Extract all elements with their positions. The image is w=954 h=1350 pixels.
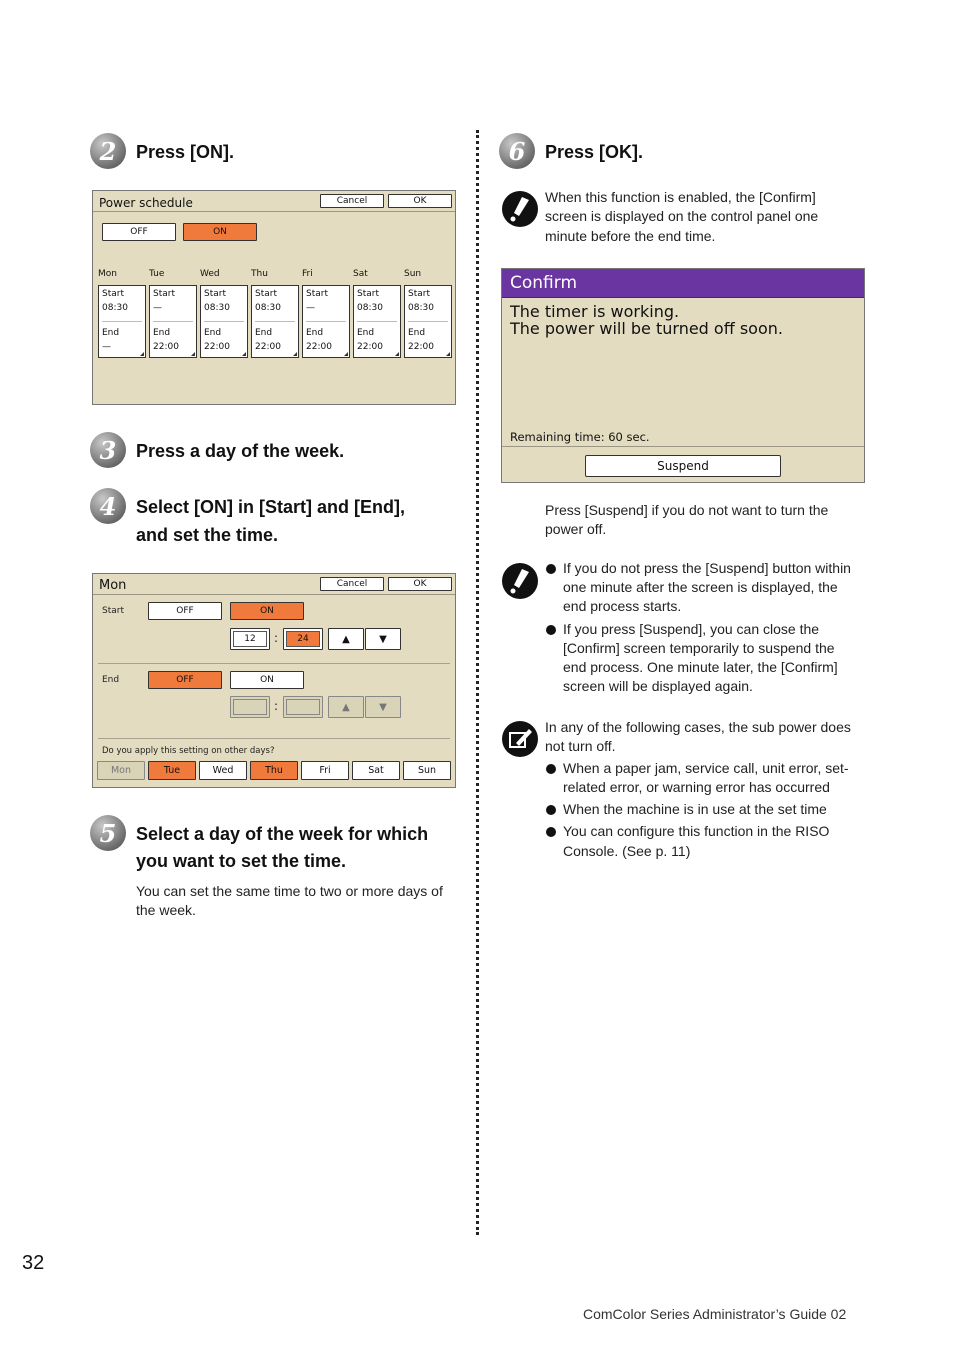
- day-end: 22:00: [153, 342, 179, 352]
- apply-day-tue-button[interactable]: Tue: [148, 761, 196, 780]
- note2-bullet1-line1: If you do not press the [Suspend] button within: [563, 560, 851, 576]
- ok-button[interactable]: OK: [388, 194, 452, 208]
- step-4-number: 4: [90, 488, 126, 524]
- step-5-body-line2: the week.: [136, 902, 196, 918]
- day-label-sun: Sun: [404, 269, 422, 279]
- day-end-label: End: [255, 328, 273, 338]
- step-5-title-line2: you want to set the time.: [136, 851, 347, 871]
- day-start: 08:30: [408, 303, 434, 313]
- step-6-title: Press [OK].: [545, 142, 644, 162]
- suspend-text-line2: power off.: [545, 521, 607, 537]
- page-number: 32: [22, 1252, 45, 1274]
- suspend-button[interactable]: Suspend: [585, 455, 781, 477]
- day-start-label: Start: [153, 289, 175, 299]
- end-minute-field: [283, 696, 323, 718]
- day-end: 22:00: [357, 342, 383, 352]
- day-start-label: Start: [102, 289, 124, 299]
- day-cell-wed[interactable]: [200, 285, 248, 358]
- note1-line1: When this function is enabled, the [Confirm]: [545, 189, 816, 205]
- day-end: 22:00: [408, 342, 434, 352]
- day-start: 08:30: [255, 303, 281, 313]
- day-end: 22:00: [306, 342, 332, 352]
- day-label-tue: Tue: [149, 269, 165, 279]
- day-start: —: [306, 303, 315, 313]
- confirm-screen: [501, 268, 865, 483]
- day-start: 08:30: [102, 303, 128, 313]
- day-cell-sun[interactable]: [404, 285, 452, 358]
- step-6-number: 6: [499, 133, 535, 169]
- day-end: 22:00: [255, 342, 281, 352]
- mon-setting-screen: Mon Cancel OK Start OFF ON 12 : 24 ▲ ▼ End OFF ON : ▲ ▼ Do you apply this setting on other days? Mon Tue Wed Thu Fri Sat Sun: [92, 573, 456, 788]
- footer: ComColor Series Administrator’s Guide 02: [583, 1306, 847, 1322]
- note3-bullet2-line1: When the machine is in use at the set time: [563, 801, 827, 817]
- step-5-title-line1: Select a day of the week for which: [136, 824, 429, 844]
- note2-bullet2-line4: screen will be displayed again.: [563, 678, 753, 694]
- note3-bullet1-line2: related error, or warning error has occurred: [563, 779, 830, 795]
- apply-day-sat-button[interactable]: Sat: [352, 761, 400, 780]
- day-start-label: Start: [204, 289, 226, 299]
- note3-intro-line2: not turn off.: [545, 738, 616, 754]
- end-on-button[interactable]: ON: [230, 671, 304, 689]
- day-start-label: Start: [408, 289, 430, 299]
- day-cell-thu[interactable]: [251, 285, 299, 358]
- day-end-label: End: [306, 328, 324, 338]
- note1-line2: screen is displayed on the control panel one: [545, 208, 819, 224]
- note2-bullet1-line3: end process starts.: [563, 598, 682, 614]
- step-4-title-line1: Select [ON] in [Start] and [End],: [136, 497, 406, 517]
- day-cell-mon[interactable]: [98, 285, 146, 358]
- on-button[interactable]: ON: [183, 223, 257, 241]
- day-start: 08:30: [204, 303, 230, 313]
- note2-bullet2-line2: [Confirm] screen temporarily to suspend the: [563, 640, 835, 656]
- day-cell-tue[interactable]: [149, 285, 197, 358]
- step-2-number: 2: [90, 133, 126, 169]
- ok-button[interactable]: OK: [388, 577, 452, 591]
- note2-bullet1-line2: one minute after the screen is displayed, the: [563, 579, 838, 595]
- cancel-button[interactable]: Cancel: [320, 577, 384, 591]
- step-3-title: Press a day of the week.: [136, 441, 345, 461]
- up-arrow-button[interactable]: ▲: [328, 628, 364, 650]
- note3-bullet1-line1: When a paper jam, service call, unit error, set-: [563, 760, 849, 776]
- day-label-fri: Fri: [302, 269, 313, 279]
- day-start-label: Start: [357, 289, 379, 299]
- step-3-number: 3: [90, 432, 126, 468]
- day-label-thu: Thu: [251, 269, 268, 279]
- start-on-button[interactable]: ON: [230, 602, 304, 620]
- day-end-label: End: [357, 328, 375, 338]
- column-divider: [476, 130, 479, 1235]
- note1-line3: minute before the end time.: [545, 228, 716, 244]
- day-end-label: End: [153, 328, 171, 338]
- day-end-label: End: [408, 328, 426, 338]
- minute-field[interactable]: 24: [283, 628, 323, 650]
- step-4-title-line2: and set the time.: [136, 525, 279, 545]
- day-start-label: Start: [255, 289, 277, 299]
- end-off-button[interactable]: OFF: [148, 671, 222, 689]
- suspend-text-line1: Press [Suspend] if you do not want to turn the: [545, 502, 829, 518]
- note2-bullet2-line1: If you press [Suspend], you can close the: [563, 621, 820, 637]
- end-down-arrow-button: ▼: [365, 696, 401, 718]
- day-label-wed: Wed: [200, 269, 220, 279]
- apply-day-mon-button: Mon: [97, 761, 145, 780]
- day-end-label: End: [204, 328, 222, 338]
- start-label: Start: [102, 606, 124, 616]
- step-5-body-line1: You can set the same time to two or more days of: [136, 883, 443, 899]
- end-label: End: [102, 675, 120, 685]
- day-end: 22:00: [204, 342, 230, 352]
- remaining-time: Remaining time: 60 sec.: [510, 430, 650, 444]
- day-label-mon: Mon: [98, 269, 117, 279]
- day-cell-fri[interactable]: [302, 285, 350, 358]
- off-button[interactable]: OFF: [102, 223, 176, 241]
- power-schedule-title: Power schedule: [99, 196, 193, 210]
- day-start-label: Start: [306, 289, 328, 299]
- day-end: —: [102, 342, 111, 352]
- exclamation-pen-icon: [502, 191, 538, 227]
- apply-day-fri-button[interactable]: Fri: [301, 761, 349, 780]
- apply-question: Do you apply this setting on other days?: [102, 746, 275, 756]
- hour-field[interactable]: 12: [230, 628, 270, 650]
- end-up-arrow-button: ▲: [328, 696, 364, 718]
- end-hour-field: [230, 696, 270, 718]
- confirm-message-line2: The power will be turned off soon.: [510, 319, 783, 338]
- apply-day-thu-button[interactable]: Thu: [250, 761, 298, 780]
- confirm-title: Confirm: [510, 273, 578, 293]
- day-cell-sat[interactable]: [353, 285, 401, 358]
- day-end-label: End: [102, 328, 120, 338]
- confirm-message-line1: The timer is working.: [510, 302, 680, 321]
- down-arrow-button[interactable]: ▼: [365, 628, 401, 650]
- apply-day-sun-button[interactable]: Sun: [403, 761, 451, 780]
- start-off-button[interactable]: OFF: [148, 602, 222, 620]
- day-label-sat: Sat: [353, 269, 368, 279]
- note3-bullet3-line2: Console. (See p. 11): [563, 843, 691, 859]
- cancel-button[interactable]: Cancel: [320, 194, 384, 208]
- step-5-number: 5: [90, 815, 126, 851]
- day-start: —: [153, 303, 162, 313]
- note3-intro-line1: In any of the following cases, the sub power does: [545, 719, 851, 735]
- mon-screen-title: Mon: [99, 578, 127, 593]
- exclamation-pen-icon: [502, 563, 538, 599]
- power-schedule-screen: [92, 190, 456, 405]
- note2-bullet2-line3: end process. One minute later, the [Confirm]: [563, 659, 838, 675]
- day-start: 08:30: [357, 303, 383, 313]
- step-2-title: Press [ON].: [136, 142, 235, 162]
- apply-day-wed-button[interactable]: Wed: [199, 761, 247, 780]
- memo-pen-icon: [502, 721, 538, 757]
- note3-bullet3-line1: You can configure this function in the RISO: [563, 823, 830, 839]
